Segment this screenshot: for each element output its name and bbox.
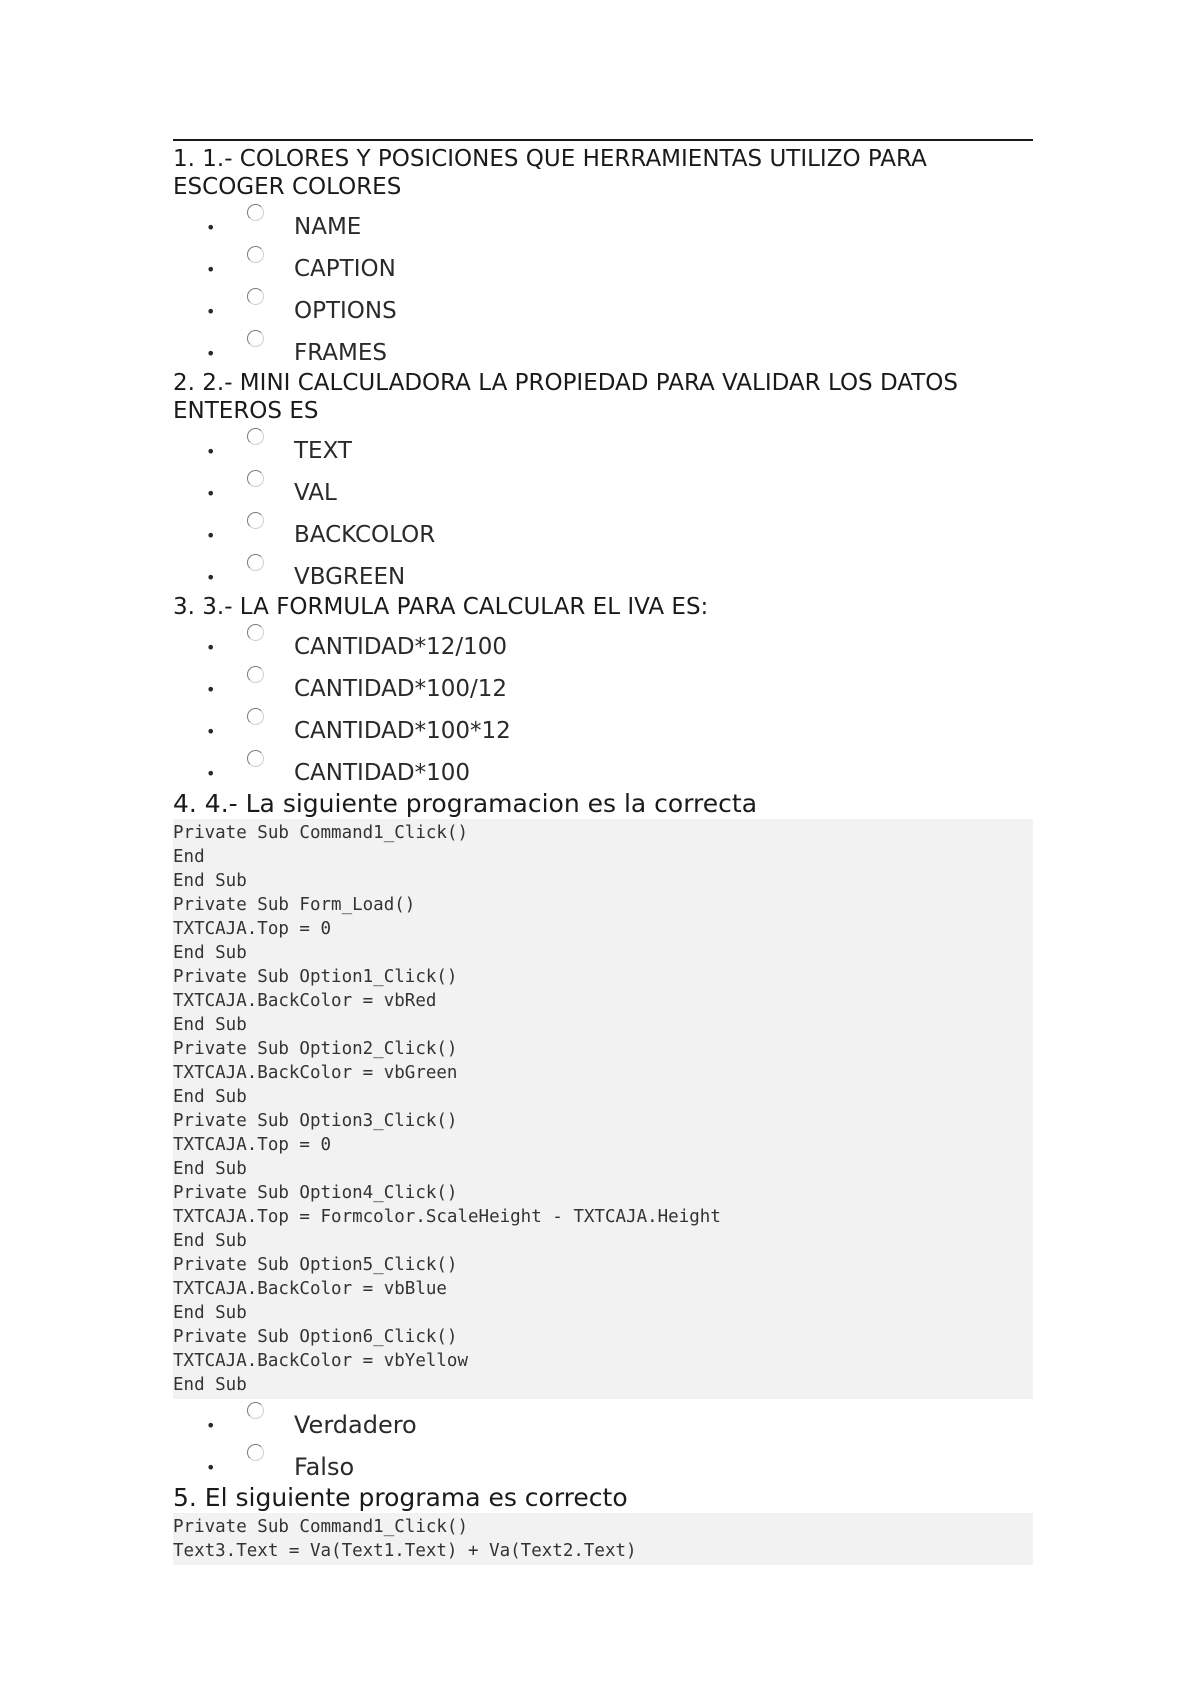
code-line: End Sub [173,943,247,963]
code-line: Text3.Text = Va(Text1.Text) + Va(Text2.Text) [173,1541,637,1561]
radio-button[interactable] [247,246,264,263]
code-line: TXTCAJA.Top = Formcolor.ScaleHeight - TXTCAJA.Height [173,1207,721,1227]
code-line: Private Sub Option3_Click() [173,1111,458,1131]
option-label: CANTIDAD*100 [294,760,470,786]
option-label: Verdadero [294,1411,417,1439]
code-line: TXTCAJA.BackColor = vbBlue [173,1279,447,1299]
question-4 [173,789,1033,1483]
radio-button[interactable] [247,750,264,767]
question-1-options [173,201,1033,369]
option-item [173,467,1033,509]
radio-button[interactable] [247,330,264,347]
radio-button[interactable] [247,624,264,641]
option-label: CANTIDAD*12/100 [294,634,507,660]
bullet-icon: • [206,568,216,587]
radio-button[interactable] [247,1402,264,1419]
radio-button[interactable] [247,1444,264,1461]
code-line: Private Sub Option4_Click() [173,1183,458,1203]
option-label: VBGREEN [294,564,406,590]
code-line: TXTCAJA.BackColor = vbRed [173,991,437,1011]
bullet-icon: • [206,302,216,321]
option-item [173,1441,1033,1483]
bullet-icon: • [206,526,216,545]
code-line: TXTCAJA.BackColor = vbYellow [173,1351,469,1371]
code-line: Private Sub Command1_Click() [173,1517,469,1537]
question-1-title: 1. 1.- COLORES Y POSICIONES QUE HERRAMIENTAS UTILIZO PARA ESCOGER COLORES [173,146,927,200]
bullet-icon: • [206,442,216,461]
bullet-icon: • [206,764,216,783]
bullet-icon: • [206,344,216,363]
bullet-icon: • [206,484,216,503]
question-3 [173,593,1033,789]
option-item [173,285,1033,327]
option-label: VAL [294,480,337,506]
question-2-title: 2. 2.- MINI CALCULADORA LA PROPIEDAD PARA VALIDAR LOS DATOS ENTEROS ES [173,370,958,424]
bullet-icon: • [206,680,216,699]
question-4-title: 4. 4.- La siguiente programacion es la correcta [173,789,758,818]
option-item [173,327,1033,369]
option-item [173,747,1033,789]
code-line: End [173,847,205,867]
option-item [173,509,1033,551]
bullet-icon: • [206,260,216,279]
code-line: End Sub [173,1087,247,1107]
option-item [173,621,1033,663]
code-block [173,819,1033,1399]
quiz-content [173,139,1033,1565]
option-label: CANTIDAD*100*12 [294,718,511,744]
bullet-icon: • [206,218,216,237]
option-label: TEXT [294,438,352,464]
question-2 [173,369,1033,593]
option-item [173,663,1033,705]
code-line: Private Sub Option6_Click() [173,1327,458,1347]
code-line: Private Sub Form_Load() [173,895,416,915]
option-label: BACKCOLOR [294,522,436,548]
code-line: Private Sub Option2_Click() [173,1039,458,1059]
code-line: End Sub [173,871,247,891]
option-item [173,551,1033,593]
top-divider [173,139,1033,141]
bullet-icon: • [206,1416,216,1435]
bullet-icon: • [206,722,216,741]
code-block [173,1513,1033,1565]
radio-button[interactable] [247,428,264,445]
question-1 [173,145,1033,369]
radio-button[interactable] [247,666,264,683]
option-label: Falso [294,1453,355,1481]
question-2-options [173,425,1033,593]
option-item [173,705,1033,747]
question-3-options [173,621,1033,789]
bullet-icon: • [206,1458,216,1477]
code-line: Private Sub Option5_Click() [173,1255,458,1275]
option-item [173,425,1033,467]
radio-button[interactable] [247,512,264,529]
code-line: TXTCAJA.Top = 0 [173,1135,332,1155]
option-label: FRAMES [294,340,387,366]
code-line: End Sub [173,1303,247,1323]
question-3-title: 3. 3.- LA FORMULA PARA CALCULAR EL IVA ES: [173,594,709,620]
option-item [173,1399,1033,1441]
option-label: CANTIDAD*100/12 [294,676,507,702]
code-line: End Sub [173,1159,247,1179]
radio-button[interactable] [247,470,264,487]
code-line: Private Sub Option1_Click() [173,967,458,987]
question-4-options [173,1399,1033,1483]
code-line: End Sub [173,1231,247,1251]
option-label: OPTIONS [294,298,397,324]
radio-button[interactable] [247,708,264,725]
option-item [173,201,1033,243]
radio-button[interactable] [247,204,264,221]
code-line: Private Sub Command1_Click() [173,823,469,843]
code-line: End Sub [173,1015,247,1035]
question-5 [173,1483,1033,1565]
radio-button[interactable] [247,288,264,305]
option-label: CAPTION [294,256,396,282]
radio-button[interactable] [247,554,264,571]
code-line: TXTCAJA.Top = 0 [173,919,332,939]
code-line: End Sub [173,1375,247,1395]
option-item [173,243,1033,285]
code-line: TXTCAJA.BackColor = vbGreen [173,1063,458,1083]
question-5-title: 5. El siguiente programa es correcto [173,1483,628,1512]
bullet-icon: • [206,638,216,657]
option-label: NAME [294,214,362,240]
